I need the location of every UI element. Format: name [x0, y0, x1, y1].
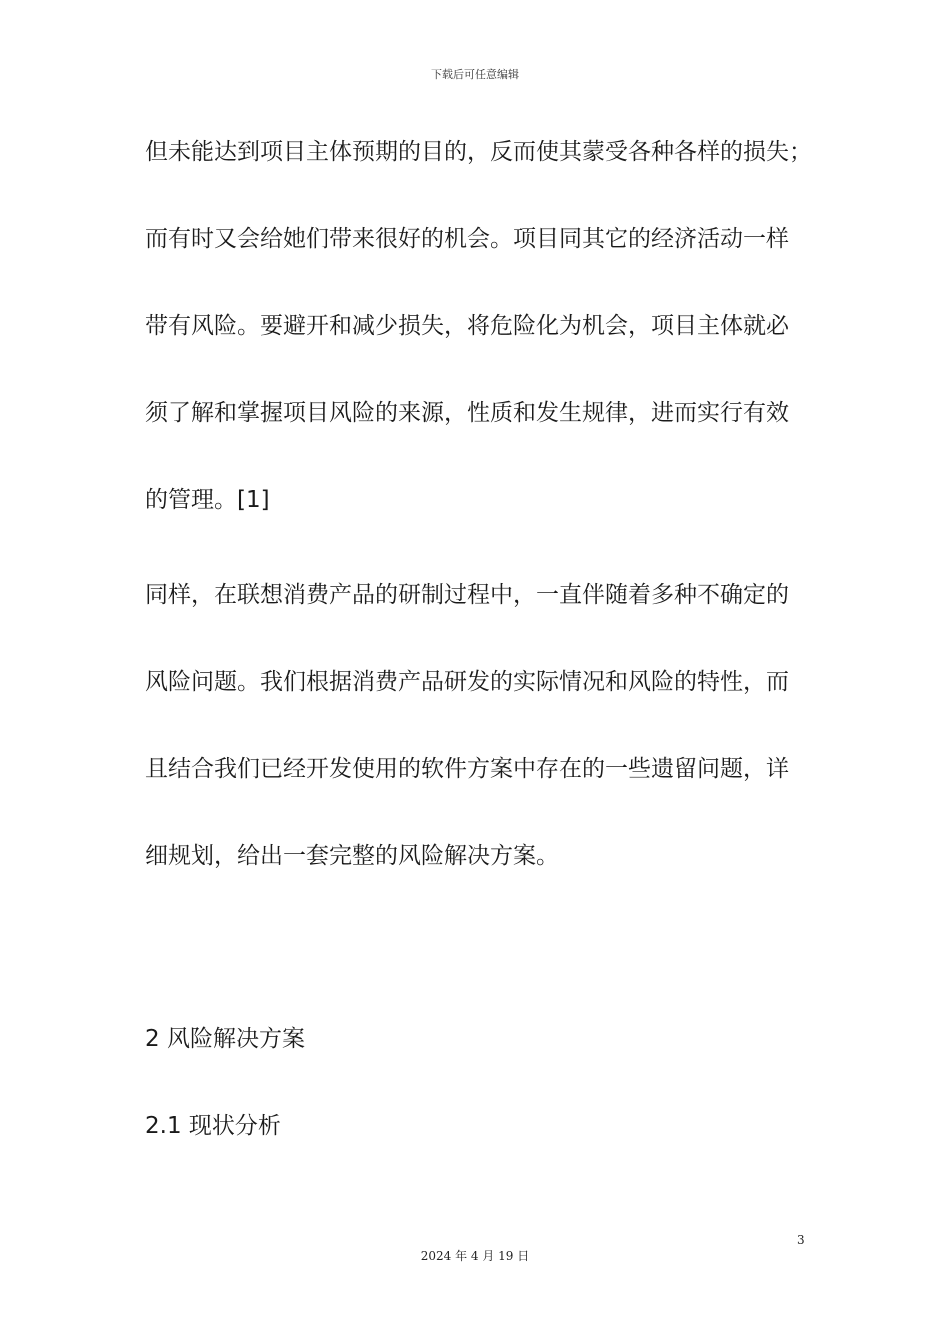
- page-footer-date: 2024 年 4 月 19 日: [420, 1249, 530, 1263]
- paragraph-line-5: 的管理。[1]: [145, 487, 270, 513]
- paragraph-line-6: 同样，在联想消费产品的研制过程中，一直伴随着多种不确定的: [145, 582, 789, 608]
- page-header: 下载后可任意编辑: [431, 68, 519, 81]
- paragraph-line-4: 须了解和掌握项目风险的来源，性质和发生规律，进而实行有效: [145, 400, 789, 426]
- paragraph-line-9: 细规划，给出一套完整的风险解决方案。: [145, 843, 559, 869]
- paragraph-line-1: 但未能达到项目主体预期的目的，反而使其蒙受各种各样的损失；: [145, 139, 812, 165]
- page-number: 3: [797, 1233, 805, 1247]
- paragraph-line-3: 带有风险。要避开和减少损失，将危险化为机会，项目主体就必: [145, 313, 789, 339]
- paragraph-line-2: 而有时又会给她们带来很好的机会。项目同其它的经济活动一样: [145, 226, 789, 252]
- subsection-heading: 2.1 现状分析: [145, 1113, 281, 1139]
- paragraph-line-8: 且结合我们已经开发使用的软件方案中存在的一些遗留问题，详: [145, 756, 789, 782]
- section-heading: 2 风险解决方案: [145, 1026, 305, 1052]
- paragraph-line-7: 风险问题。我们根据消费产品研发的实际情况和风险的特性，而: [145, 669, 789, 695]
